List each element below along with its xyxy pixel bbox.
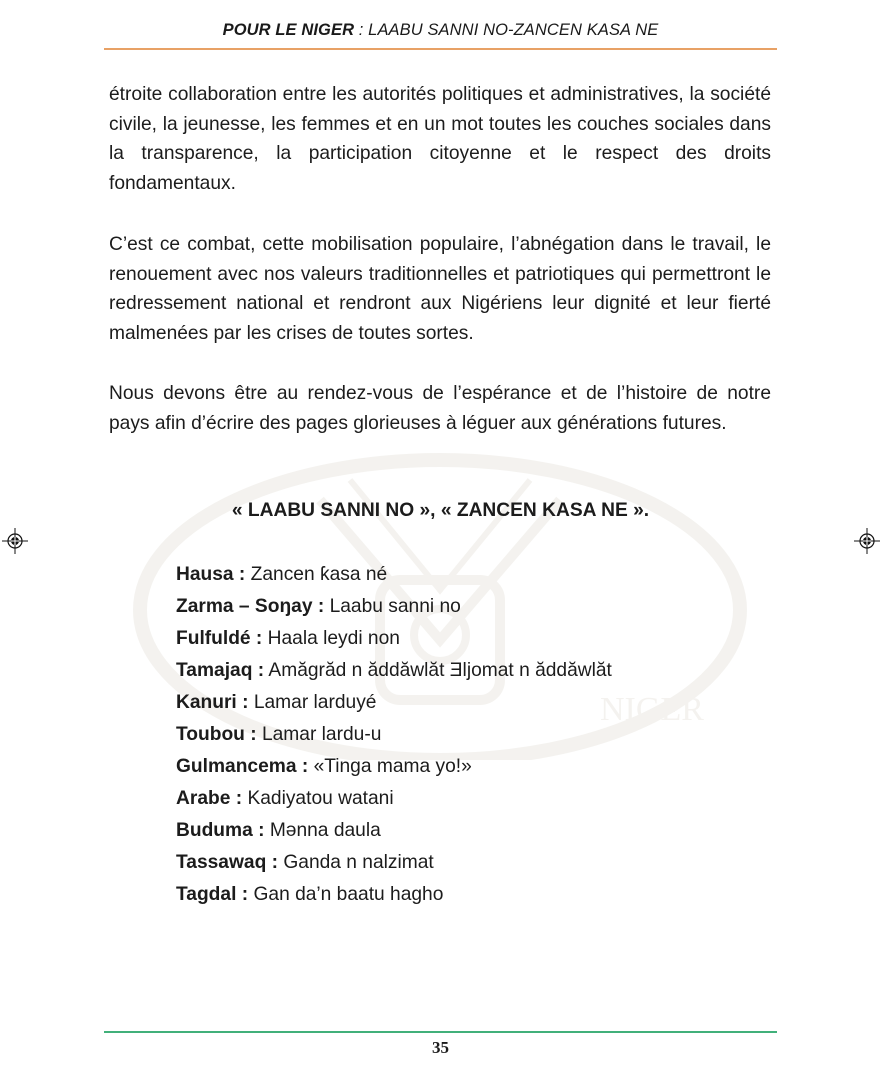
language-name: Zarma – Soŋay :	[176, 596, 325, 617]
language-translation: Kadiyatou watani	[242, 788, 394, 809]
watermark-text: NIGER	[600, 691, 704, 728]
language-name: Tamajaq :	[176, 660, 265, 681]
language-name: Fulfuldé :	[176, 628, 263, 649]
language-translation: Lamar lardu-u	[256, 724, 382, 745]
language-translation-list	[176, 559, 612, 911]
language-name: Buduma :	[176, 820, 265, 841]
language-translation: Amăgrăd n ăddăwlăt Ǝljomat n ăddăwlăt	[264, 660, 612, 681]
list-item	[176, 815, 612, 847]
list-item	[176, 719, 612, 751]
language-name: Arabe :	[176, 788, 243, 809]
list-item	[176, 559, 612, 591]
language-name: Kanuri :	[176, 692, 249, 713]
body-paragraph: Nous devons être au rendez-vous de l’espérance et de l’histoire de notre pays afin d’écrire des pages glorieuses à léguer aux générations futures.	[109, 383, 771, 434]
list-item	[176, 687, 612, 719]
language-translation: Mənna daula	[264, 820, 381, 841]
registration-mark-icon	[2, 528, 28, 554]
list-item	[176, 751, 612, 783]
language-translation: Lamar larduyé	[248, 692, 377, 713]
language-name: Gulmancema :	[176, 756, 309, 777]
language-translation: Zancen ƙasa né	[245, 564, 388, 585]
page-number: 35	[432, 1038, 449, 1057]
body-paragraph: étroite collaboration entre les autorités politiques et administratives, la société civile, la jeunesse, les femmes et en un mot toutes les couches sociales dans la transparence, la participation citoyenne et le respect des droits fondamentaux.	[109, 84, 771, 194]
body-paragraph: C’est ce combat, cette mobilisation populaire, l’abnégation dans le travail, le renouement avec nos valeurs traditionnelles et patriotiques qui permettront le redressement national et rendront aux Nigériens leur dignité et leur fierté malmenées par les crises de toutes sortes.	[109, 234, 771, 344]
slogan-heading: « LAABU SANNI NO », « ZANCEN KASA NE ».	[231, 500, 650, 521]
language-translation: Laabu sanni no	[324, 596, 461, 617]
language-name: Tassawaq :	[176, 852, 279, 873]
language-name: Toubou :	[176, 724, 257, 745]
list-item	[176, 847, 612, 879]
running-header-rest: : LAABU SANNI NO-ZANCEN KASA NE	[354, 21, 659, 39]
list-item	[176, 655, 612, 687]
list-item	[176, 879, 612, 911]
language-translation: Gan da’n baatu hagho	[248, 884, 444, 905]
running-header	[0, 21, 881, 40]
list-item	[176, 591, 612, 623]
running-header-strong: POUR LE NIGER	[222, 21, 355, 39]
language-translation: Haala leydi non	[262, 628, 400, 649]
language-translation: «Tinga mama yo!»	[308, 756, 472, 777]
language-translation: Ganda n nalzimat	[278, 852, 434, 873]
list-item	[176, 623, 612, 655]
registration-mark-icon	[854, 528, 880, 554]
footer-rule	[104, 1031, 777, 1033]
language-name: Tagdal :	[176, 884, 249, 905]
list-item	[176, 783, 612, 815]
language-name: Hausa :	[176, 564, 246, 585]
header-rule	[104, 48, 777, 50]
